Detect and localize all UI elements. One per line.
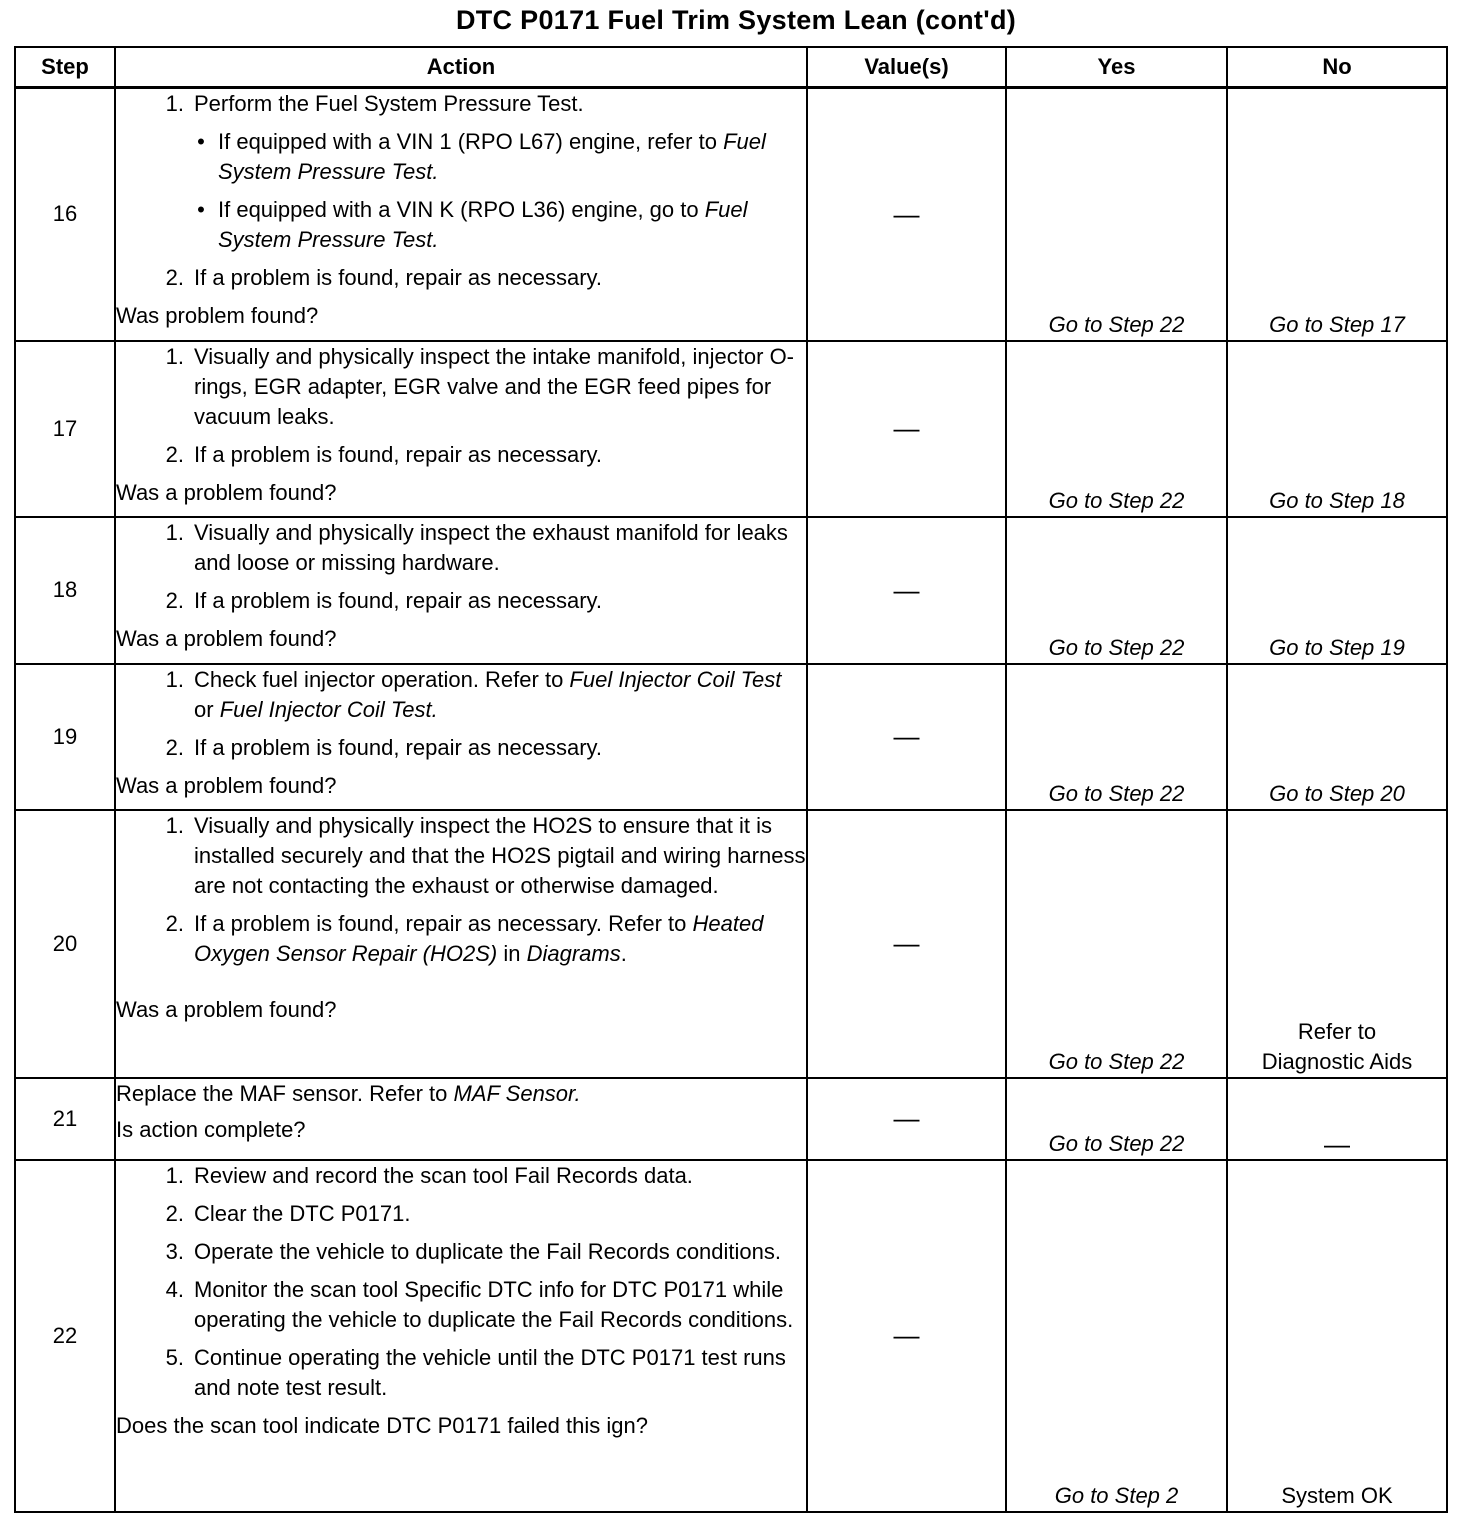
table-row-step-18: [15, 517, 1447, 664]
action-subitem: [184, 195, 806, 255]
action-question: Was a problem found?: [116, 625, 337, 651]
bullet-icon: •: [197, 129, 205, 154]
item-text: .: [620, 940, 627, 966]
header-action: Action: [115, 47, 807, 88]
value-cell: —: [807, 88, 1006, 341]
action-item: [116, 263, 806, 293]
action-cell: [115, 810, 807, 1078]
action-item: [116, 1237, 806, 1267]
no-cell: Go to Step 17: [1227, 88, 1447, 341]
step-number: 21: [15, 1078, 115, 1160]
yes-cell: Go to Step 22: [1006, 517, 1227, 664]
item-number: 2.: [165, 910, 184, 936]
yes-cell: Go to Step 22: [1006, 1078, 1227, 1160]
item-text: Monitor the scan tool Specific DTC info for DTC P0171 while operating the vehicle to duplicate the Fail Records conditions.: [194, 1276, 794, 1332]
value-cell: —: [807, 517, 1006, 664]
header-step: Step: [15, 47, 115, 88]
header-no: No: [1227, 47, 1447, 88]
action-item: [116, 1343, 806, 1403]
reference-link: MAF Sensor.: [453, 1080, 581, 1106]
reference-link: Diagrams: [526, 940, 621, 966]
subitem-text: If equipped with a VIN K (RPO L36) engine, go to: [218, 197, 705, 222]
item-number: 1.: [165, 1162, 184, 1188]
item-number: 1.: [165, 812, 184, 838]
item-text: Visually and physically inspect the intake manifold, injector O-rings, EGR adapter, EGR valve and the EGR feed pipes for vacuum leaks.: [194, 343, 795, 429]
action-item: [116, 342, 806, 432]
no-cell: —: [1227, 1078, 1447, 1160]
no-cell: Go to Step 18: [1227, 341, 1447, 517]
action-cell: [115, 341, 807, 517]
action-question: Is action complete?: [116, 1116, 306, 1142]
table-row-step-19: [15, 664, 1447, 810]
item-number: 2.: [165, 1200, 184, 1226]
item-number: 1.: [165, 91, 184, 116]
yes-cell: Go to Step 2: [1006, 1160, 1227, 1512]
no-cell: [1227, 810, 1447, 1078]
table-row-step-17: [15, 341, 1447, 517]
table-header-row: [15, 47, 1447, 88]
step-number: 17: [15, 341, 115, 517]
no-cell-line: Diagnostic Aids: [1261, 1048, 1413, 1074]
value-cell: —: [807, 664, 1006, 810]
header-yes: Yes: [1006, 47, 1227, 88]
reference-link: Fuel Injector Coil Test.: [219, 696, 438, 722]
table-row-step-21: [15, 1078, 1447, 1160]
item-text: Operate the vehicle to duplicate the Fail Records conditions.: [194, 1238, 781, 1264]
item-text: If a problem is found, repair as necessary. Refer to: [194, 910, 693, 936]
item-text: Clear the DTC P0171.: [194, 1200, 411, 1226]
yes-cell: Go to Step 22: [1006, 810, 1227, 1078]
bullet-icon: •: [197, 197, 205, 222]
diagnostic-table: [14, 46, 1448, 1513]
item-text: If a problem is found, repair as necessary.: [194, 441, 603, 467]
no-cell-line: Refer to: [1297, 1018, 1377, 1044]
item-number: 2.: [165, 265, 184, 290]
action-cell: [115, 1160, 807, 1512]
yes-cell: Go to Step 22: [1006, 341, 1227, 517]
item-text: If a problem is found, repair as necessary.: [194, 587, 603, 613]
action-question: Was a problem found?: [116, 772, 337, 798]
item-text: Visually and physically inspect the HO2S to ensure that it is installed securely and that the HO2S pigtail and wiring harness are not contacting the exhaust or otherwise damaged.: [194, 812, 806, 898]
item-text: Perform the Fuel System Pressure Test.: [194, 91, 584, 116]
item-number: 2.: [165, 734, 184, 760]
no-cell: Go to Step 19: [1227, 517, 1447, 664]
action-item: [116, 665, 806, 725]
action-cell: [115, 88, 807, 341]
action-item: [116, 1161, 806, 1191]
value-cell: —: [807, 1078, 1006, 1160]
yes-cell: Go to Step 22: [1006, 88, 1227, 341]
action-item: [116, 1275, 806, 1335]
step-number: 19: [15, 664, 115, 810]
value-cell: —: [807, 341, 1006, 517]
page-title: DTC P0171 Fuel Trim System Lean (cont'd): [455, 5, 1017, 35]
item-text: in: [497, 940, 527, 966]
table-row-step-20: [15, 810, 1447, 1078]
reference-link: Fuel Injector Coil Test: [569, 666, 782, 692]
action-item: [116, 909, 806, 969]
action-question: Was a problem found?: [116, 996, 337, 1022]
item-number: 1.: [165, 519, 184, 545]
action-item: [116, 89, 806, 119]
header-values: Value(s): [807, 47, 1006, 88]
item-number: 2.: [165, 587, 184, 613]
action-item: [116, 1199, 806, 1229]
action-subitem: [184, 127, 806, 187]
item-text: If a problem is found, repair as necessary.: [194, 265, 603, 290]
step-number: 18: [15, 517, 115, 664]
action-item: [116, 586, 806, 616]
value-cell: —: [807, 810, 1006, 1078]
action-item: [116, 811, 806, 901]
item-number: 3.: [165, 1238, 184, 1264]
item-text: Replace the MAF sensor. Refer to: [116, 1080, 454, 1106]
item-number: 2.: [165, 441, 184, 467]
action-cell: [115, 664, 807, 810]
action-cell: [115, 517, 807, 664]
subitem-text: If equipped with a VIN 1 (RPO L67) engine, refer to: [218, 129, 724, 154]
step-number: 22: [15, 1160, 115, 1512]
step-number: 16: [15, 88, 115, 341]
item-text: or: [194, 696, 220, 722]
no-cell: System OK: [1227, 1160, 1447, 1512]
item-text: Review and record the scan tool Fail Records data.: [194, 1162, 693, 1188]
action-question: Was problem found?: [116, 303, 319, 328]
reference-link: Heated Oxygen Sensor Repair (HO2S): [194, 910, 764, 966]
table-row-step-16: [15, 88, 1447, 341]
action-question: Was a problem found?: [116, 479, 337, 505]
action-question: Does the scan tool indicate DTC P0171 failed this ign?: [116, 1412, 648, 1438]
action-item: [116, 733, 806, 763]
action-item: [116, 440, 806, 470]
yes-cell: Go to Step 22: [1006, 664, 1227, 810]
no-cell: Go to Step 20: [1227, 664, 1447, 810]
item-text: Continue operating the vehicle until the DTC P0171 test runs and note test result.: [194, 1344, 786, 1400]
item-text: Visually and physically inspect the exhaust manifold for leaks and loose or missing hardware.: [194, 519, 788, 575]
item-number: 1.: [165, 666, 184, 692]
item-number: 5.: [165, 1344, 184, 1370]
item-number: 1.: [165, 343, 184, 369]
item-text: If a problem is found, repair as necessary.: [194, 734, 603, 760]
reference-link: Fuel System Pressure Test.: [218, 129, 766, 184]
action-item: [116, 518, 806, 578]
reference-link: Fuel System Pressure Test.: [218, 197, 748, 252]
value-cell: —: [807, 1160, 1006, 1512]
action-cell: [115, 1078, 807, 1160]
table-row-step-22: [15, 1160, 1447, 1512]
step-number: 20: [15, 810, 115, 1078]
item-number: 4.: [165, 1276, 184, 1302]
item-text: Check fuel injector operation. Refer to: [194, 666, 570, 692]
